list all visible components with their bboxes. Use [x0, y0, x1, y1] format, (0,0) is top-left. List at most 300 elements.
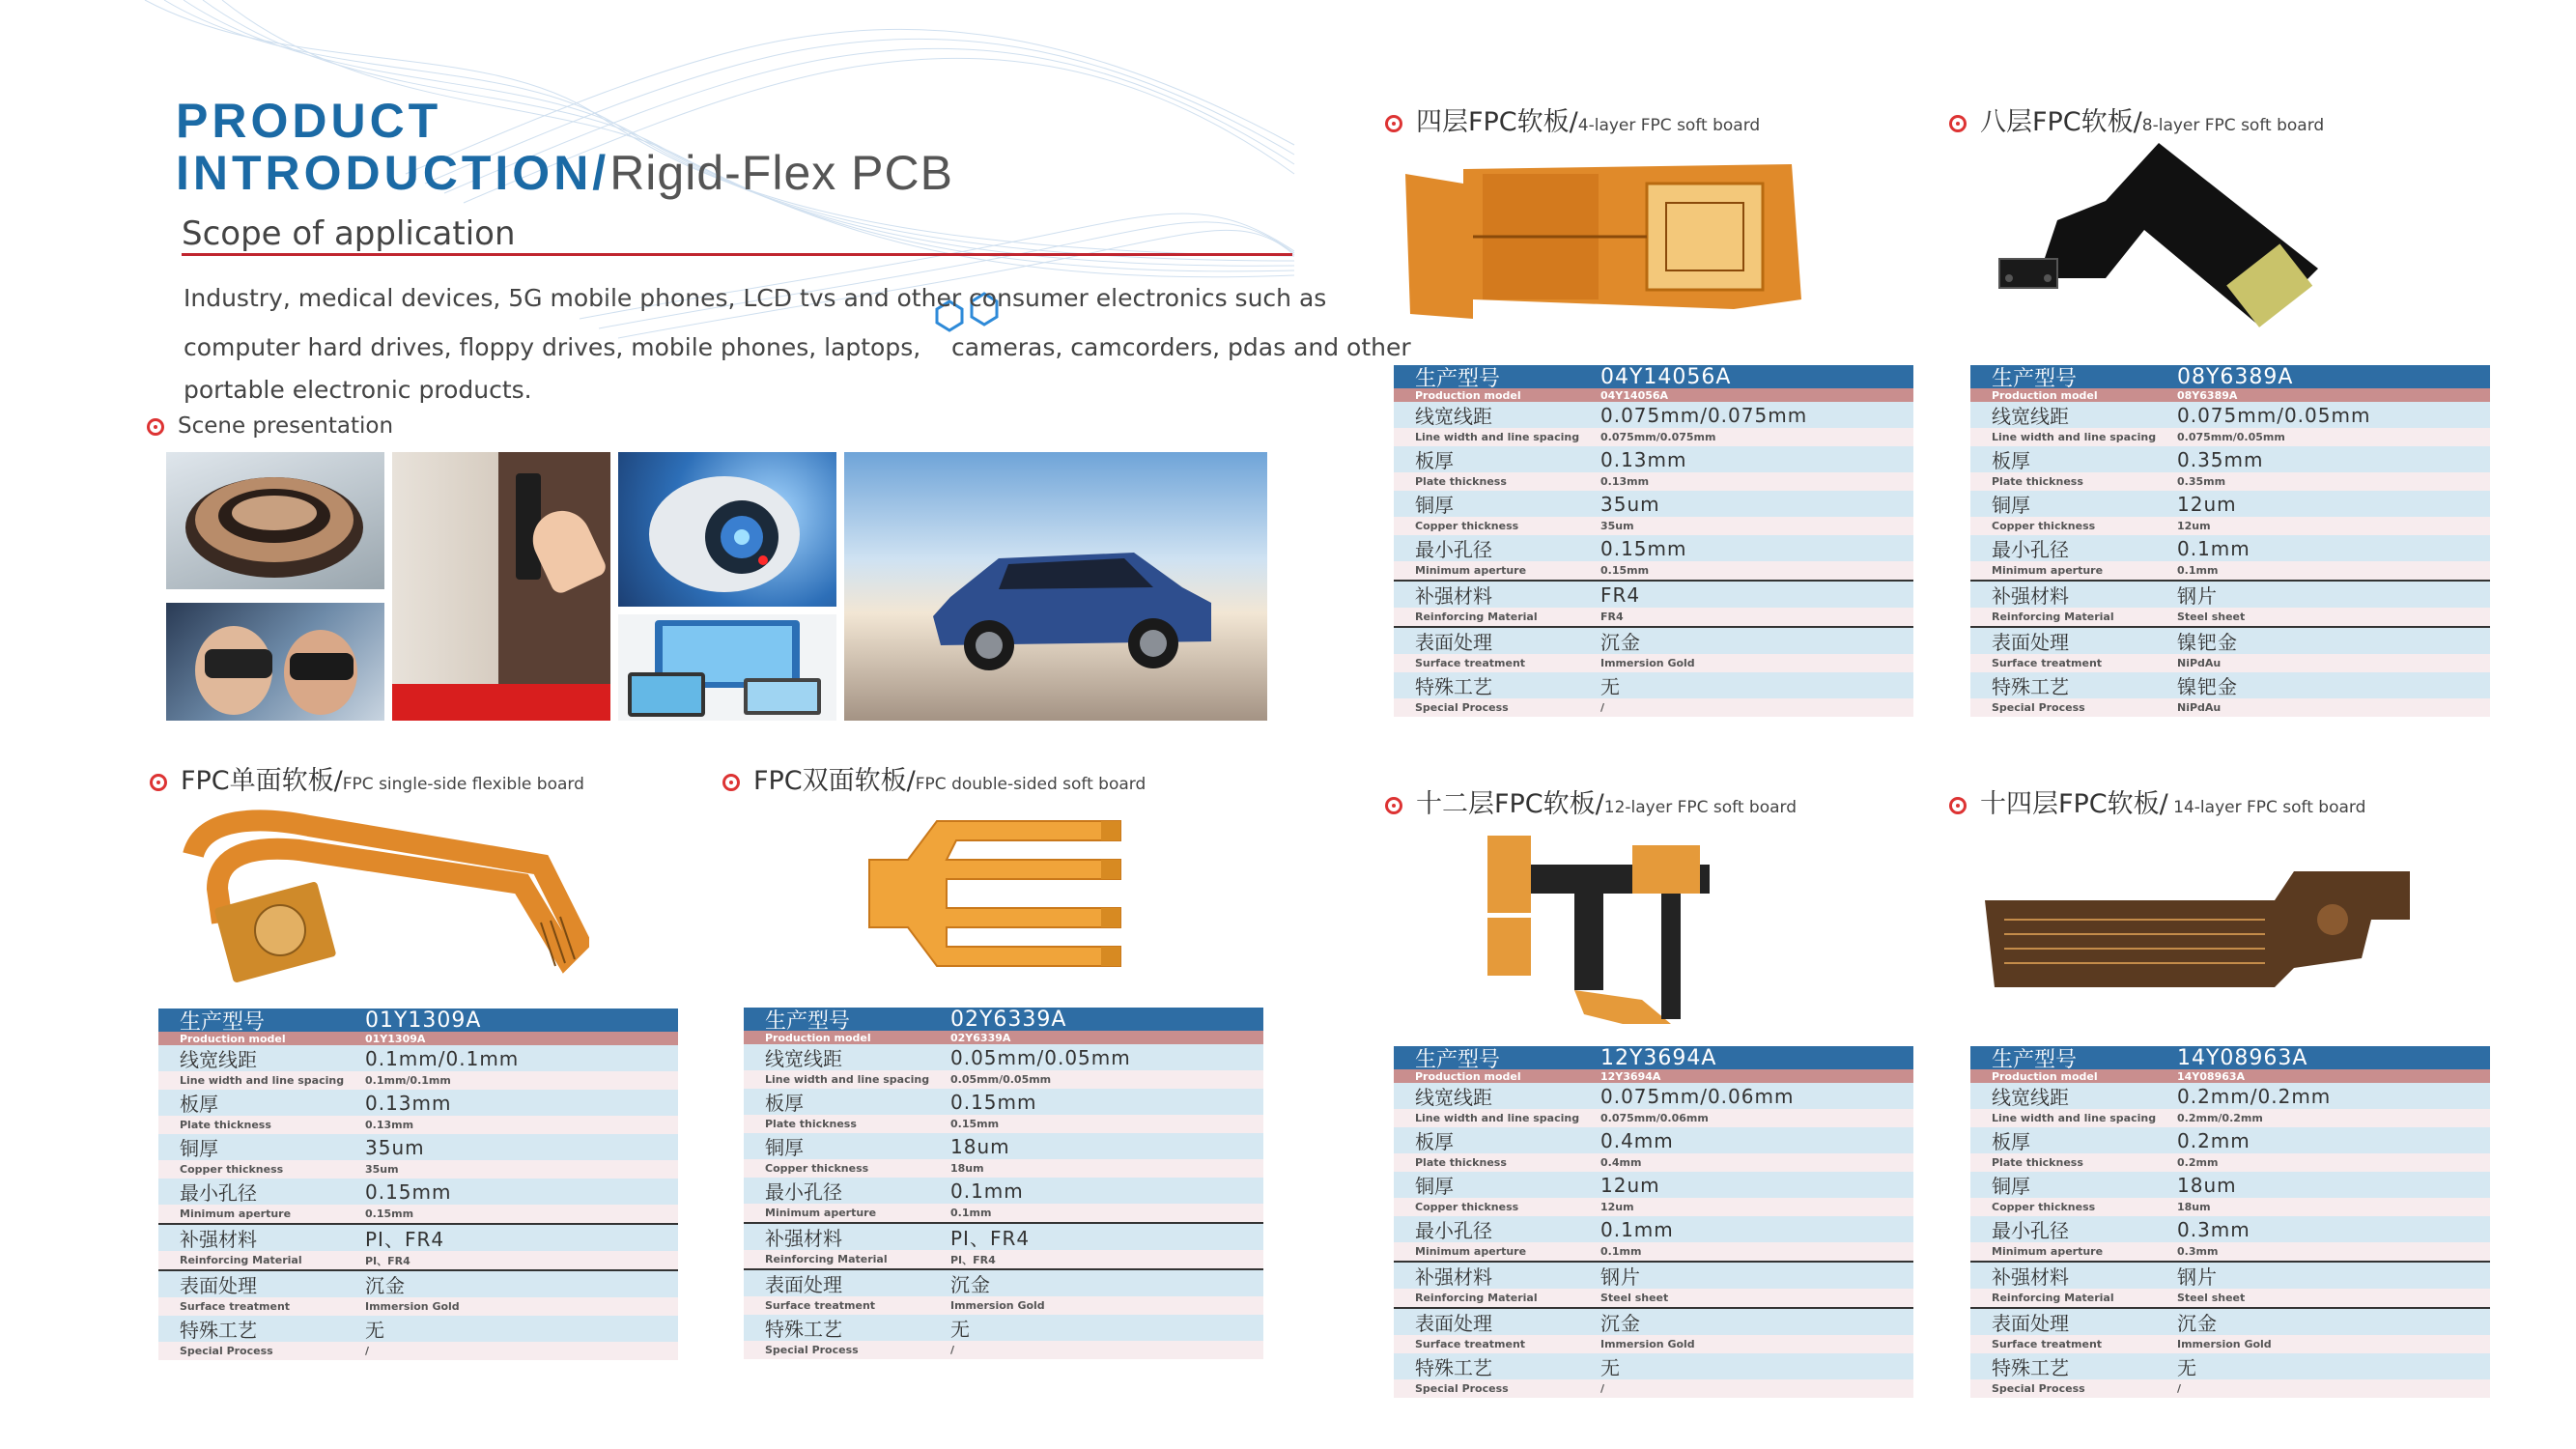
spec-sub-row-label: Copper thickness: [180, 1163, 284, 1176]
spec-row: [1394, 491, 1913, 517]
spec-sub-row-label: Minimum aperture: [1415, 1245, 1527, 1258]
spec-sub-row-label: Plate thickness: [1415, 475, 1507, 488]
spec-row-value: 0.4mm: [1600, 1128, 1674, 1152]
spec-row-label: 板厚: [1992, 449, 2030, 472]
spec-sub-row-value: Immersion Gold: [1600, 657, 1695, 669]
spec-sub-row-label: Reinforcing Material: [180, 1254, 302, 1266]
spec-sub-row-label: Plate thickness: [1415, 1156, 1507, 1169]
spec-sub-row-label: Special Process: [1415, 1382, 1509, 1395]
spec-sub-row-label: Minimum aperture: [180, 1208, 292, 1220]
board-title-en: FPC single-side flexible board: [342, 775, 584, 794]
devices-icon: [618, 614, 836, 721]
desc-line-3: portable electronic products.: [184, 376, 532, 404]
spec-sub-row: [1394, 654, 1913, 672]
bullet-icon: [722, 774, 740, 791]
scene-heading: [147, 413, 393, 439]
spec-row-label: 补强材料: [180, 1228, 257, 1251]
spec-row-label: 表面处理: [1992, 1312, 2069, 1335]
spec-row-value: 0.075mm/0.075mm: [1600, 403, 1808, 427]
board-title-en: 4-layer FPC soft board: [1577, 116, 1761, 135]
spec-table-double: [744, 1008, 1263, 1359]
spec-model-row-label: 生产型号: [765, 1009, 851, 1034]
spec-model-sub-row-label: Production model: [1415, 388, 1521, 402]
spec-row-label: 铜厚: [1992, 1175, 2030, 1198]
spec-sub-row-label: Reinforcing Material: [765, 1253, 888, 1265]
spec-sub-row-value: Immersion Gold: [2177, 1338, 2272, 1350]
spec-row-label: 补强材料: [1992, 1265, 2069, 1289]
spec-sub-row-value: Immersion Gold: [950, 1299, 1045, 1312]
spec-model-row-value: 02Y6339A: [950, 1007, 1067, 1032]
spec-sub-row-value: 0.1mm: [2177, 564, 2219, 577]
title-line-product: PRODUCT: [176, 94, 442, 148]
spec-model-row-value: 14Y08963A: [2177, 1045, 2308, 1070]
spec-row: [1970, 535, 2490, 561]
spec-model-row-value: 08Y6389A: [2177, 364, 2294, 389]
spec-sub-row: [1394, 517, 1913, 535]
spec-sub-row-value: 0.35mm: [2177, 475, 2226, 488]
fourteen-layer-board-image: [1985, 862, 2420, 997]
spec-sub-row-value: 0.075mm/0.05mm: [2177, 431, 2285, 443]
spec-sub-row: [744, 1250, 1263, 1268]
bullet-icon: [1949, 115, 1967, 132]
board-heading-twelve: [1385, 782, 1797, 820]
spec-row: [158, 1045, 678, 1071]
spec-model-row-value: 01Y1309A: [365, 1008, 482, 1033]
spec-row-value: FR4: [1600, 582, 1641, 607]
spec-sub-row: [158, 1071, 678, 1090]
spec-row-label: 线宽线距: [1992, 405, 2069, 428]
spec-sub-row-label: Surface treatment: [765, 1299, 876, 1312]
spec-row-value: 18um: [950, 1134, 1010, 1158]
spec-row: [1970, 446, 2490, 472]
spec-model-sub-row: [1394, 388, 1913, 402]
spec-model-sub-row-label: Production model: [765, 1031, 871, 1044]
fpc-single-side-board-image: [174, 797, 589, 985]
spec-sub-row: [744, 1115, 1263, 1133]
spec-model-row-label: 生产型号: [1992, 1047, 2078, 1072]
spec-row-value: 0.13mm: [1600, 447, 1687, 471]
spec-row: [1970, 1216, 2490, 1242]
photo-vr-headset: [166, 603, 384, 721]
spec-model-sub-row: [1970, 388, 2490, 402]
spec-sub-row: [1394, 472, 1913, 491]
desc-line-1: Industry, medical devices, 5G mobile phones, LCD tvs and other consumer electronics such as: [184, 284, 1327, 312]
spec-row: [1394, 402, 1913, 428]
spec-row-value: 钢片: [2177, 1265, 2218, 1289]
spec-sub-row-label: Reinforcing Material: [1992, 611, 2114, 623]
spec-row-value: 钢片: [1600, 1265, 1641, 1289]
spec-row-label: 板厚: [180, 1093, 218, 1116]
spec-sub-row: [158, 1160, 678, 1179]
spec-sub-row-value: 0.13mm: [365, 1119, 414, 1131]
spec-row-label: 线宽线距: [180, 1048, 257, 1071]
spec-sub-row-label: Special Process: [180, 1345, 273, 1357]
photo-robot-vacuum: [166, 452, 384, 589]
spec-row-label: 最小孔径: [1415, 1219, 1492, 1242]
spec-row-label: 线宽线距: [765, 1047, 842, 1070]
spec-model-row: [1970, 1045, 2490, 1072]
spec-sub-row: [158, 1251, 678, 1269]
spec-sub-row-value: 18um: [2177, 1201, 2211, 1213]
spec-sub-row: [158, 1116, 678, 1134]
spec-row-value: 18um: [2177, 1173, 2237, 1197]
board-title-cn: 十二层FPC软板/: [1416, 789, 1604, 819]
spec-row: [744, 1133, 1263, 1159]
spec-sub-row: [1394, 1242, 1913, 1261]
spec-model-row: [1394, 364, 1913, 391]
spec-sub-row: [1394, 608, 1913, 626]
spec-sub-row: [1394, 428, 1913, 446]
spec-row-label: 表面处理: [180, 1274, 257, 1297]
board-title-en: 14-layer FPC soft board: [2167, 798, 2366, 817]
spec-row-value: 0.05mm/0.05mm: [950, 1045, 1131, 1069]
spec-sub-row-label: Copper thickness: [1992, 1201, 2096, 1213]
spec-table-eight: [1970, 365, 2490, 717]
spec-sub-row-value: PI、FR4: [950, 1253, 996, 1266]
spec-model-row-label: 生产型号: [1992, 366, 2078, 391]
spec-sub-row-value: 0.15mm: [950, 1118, 1000, 1130]
scene-label: Scene presentation: [178, 413, 394, 439]
spec-sub-row: [1394, 1335, 1913, 1353]
spec-row: [1970, 672, 2490, 698]
spec-row-label: 板厚: [765, 1092, 804, 1115]
spec-row-label: 特殊工艺: [1415, 1356, 1492, 1379]
spec-sub-row: [1394, 561, 1913, 580]
spec-row: [1394, 1263, 1913, 1289]
spec-sub-row-label: Plate thickness: [765, 1118, 857, 1130]
spec-sub-row-value: PI、FR4: [365, 1254, 410, 1267]
spec-row-label: 补强材料: [1415, 1265, 1492, 1289]
spec-row: [744, 1270, 1263, 1296]
spec-sub-row-label: Line width and line spacing: [1992, 431, 2157, 443]
spec-sub-row-value: 12um: [1600, 1201, 1634, 1213]
spec-row-label: 最小孔径: [180, 1181, 257, 1205]
spec-sub-row-label: Line width and line spacing: [1415, 1112, 1580, 1124]
spec-model-sub-row: [1394, 1069, 1913, 1083]
board-heading-four: [1385, 100, 1760, 138]
spec-sub-row-label: Reinforcing Material: [1415, 1292, 1538, 1304]
spec-sub-row-value: 0.075mm/0.075mm: [1600, 431, 1716, 443]
spec-row-label: 特殊工艺: [180, 1319, 257, 1342]
spec-sub-row-label: Surface treatment: [1415, 657, 1526, 669]
photo-devices: [618, 614, 836, 721]
spec-sub-row: [1970, 561, 2490, 580]
spec-model-row-value: 12Y3694A: [1600, 1045, 1717, 1070]
spec-sub-row-label: Surface treatment: [1992, 1338, 2103, 1350]
fpc-double-sided-board-image: [840, 802, 1140, 985]
spec-sub-row-label: Line width and line spacing: [765, 1073, 930, 1086]
spec-sub-row-value: FR4: [1600, 611, 1624, 623]
spec-row: [1394, 1172, 1913, 1198]
photo-smart-door-lock: [392, 452, 610, 721]
spec-row: [158, 1225, 678, 1251]
spec-row-value: 沉金: [1600, 1312, 1641, 1335]
spec-row: [1970, 1353, 2490, 1379]
bullet-icon: [1949, 797, 1967, 814]
spec-sub-row: [1394, 1289, 1913, 1307]
spec-model-row-label: 生产型号: [1415, 1047, 1501, 1072]
spec-sub-row: [744, 1341, 1263, 1359]
spec-model-row-label: 生产型号: [180, 1009, 266, 1035]
spec-row-value: 0.2mm: [2177, 1128, 2250, 1152]
spec-sub-row-label: Special Process: [765, 1344, 859, 1356]
spec-model-sub-row-value: 02Y6339A: [950, 1031, 1011, 1044]
title-introduction: INTRODUCTION/: [176, 146, 610, 200]
spec-row-label: 铜厚: [1415, 1175, 1454, 1198]
spec-model-sub-row-value: 01Y1309A: [365, 1032, 426, 1045]
spec-sub-row-value: 0.1mm/0.1mm: [365, 1074, 451, 1087]
spec-table-single: [158, 1009, 678, 1360]
board-title-cn: 四层FPC软板/: [1416, 107, 1578, 137]
spec-model-sub-row-label: Production model: [180, 1032, 286, 1045]
spec-sub-row-value: 0.2mm: [2177, 1156, 2219, 1169]
spec-model-row: [1394, 1045, 1913, 1072]
page-title: [176, 95, 953, 199]
desc-line-2: computer hard drives, floppy drives, mobile phones, laptops, cameras, camcorders, pdas and other: [184, 333, 1411, 361]
spec-row-value: 0.1mm/0.1mm: [365, 1046, 520, 1070]
spec-model-sub-row-value: 12Y3694A: [1600, 1069, 1661, 1083]
spec-table-twelve: [1394, 1046, 1913, 1398]
eight-layer-board-image: [1990, 143, 2318, 336]
spec-row: [744, 1224, 1263, 1250]
spec-sub-row-value: 0.13mm: [1600, 475, 1650, 488]
spec-table-four: [1394, 365, 1913, 717]
spec-row-label: 表面处理: [765, 1273, 842, 1296]
spec-row-label: 板厚: [1992, 1130, 2030, 1153]
spec-sub-row-label: Reinforcing Material: [1415, 611, 1538, 623]
spec-sub-row: [1394, 698, 1913, 717]
board-title-en: 8-layer FPC soft board: [2141, 116, 2325, 135]
spec-sub-row-label: Line width and line spacing: [180, 1074, 345, 1087]
bullet-icon: [147, 418, 164, 436]
board-title-cn: FPC单面软板/: [181, 766, 343, 796]
spec-sub-row: [1970, 1335, 2490, 1353]
spec-row: [1394, 446, 1913, 472]
spec-sub-row: [1394, 1153, 1913, 1172]
spec-row-label: 铜厚: [1992, 494, 2030, 517]
spec-row: [1394, 672, 1913, 698]
spec-row-value: 无: [1600, 675, 1621, 698]
bullet-icon: [150, 774, 167, 791]
spec-row: [1970, 1127, 2490, 1153]
spec-row-value: 沉金: [1600, 631, 1641, 654]
spec-row-label: 最小孔径: [1992, 538, 2069, 561]
spec-model-row-value: 04Y14056A: [1600, 364, 1732, 389]
spec-sub-row: [1394, 1198, 1913, 1216]
spec-row-label: 最小孔径: [765, 1180, 842, 1204]
photo-car: [844, 452, 1267, 721]
spec-row-value: 无: [950, 1318, 971, 1341]
spec-sub-row-label: Copper thickness: [1992, 520, 2096, 532]
spec-sub-row-value: 0.1mm: [1600, 1245, 1642, 1258]
spec-row: [1970, 1083, 2490, 1109]
board-heading-eight: [1949, 100, 2324, 138]
spec-row-label: 铜厚: [765, 1136, 804, 1159]
spec-sub-row: [1970, 1379, 2490, 1398]
spec-row: [1394, 1216, 1913, 1242]
spec-sub-row-value: Steel sheet: [1600, 1292, 1669, 1304]
spec-model-row-label: 生产型号: [1415, 366, 1501, 391]
spec-sub-row-label: Special Process: [1415, 701, 1509, 714]
spec-row-value: 0.35mm: [2177, 447, 2264, 471]
spec-sub-row: [744, 1296, 1263, 1315]
spec-row-value: 35um: [1600, 492, 1660, 516]
spec-sub-row-value: 35um: [365, 1163, 399, 1176]
spec-sub-row-label: Minimum aperture: [1992, 1245, 2104, 1258]
spec-sub-row-value: /: [1600, 701, 1605, 714]
spec-sub-row-label: Copper thickness: [1415, 520, 1519, 532]
spec-sub-row-value: 35um: [1600, 520, 1634, 532]
spec-sub-row: [1970, 517, 2490, 535]
robot-vacuum-icon: [166, 452, 384, 589]
spec-row-label: 补强材料: [1415, 584, 1492, 608]
board-title-cn: 十四层FPC软板/: [1980, 789, 2168, 819]
spec-sub-row-value: 12um: [2177, 520, 2211, 532]
spec-row-label: 板厚: [1415, 1130, 1454, 1153]
board-title-cn: 八层FPC软板/: [1980, 107, 2142, 137]
board-heading-double: [722, 759, 1146, 797]
spec-row-value: 0.1mm: [2177, 536, 2250, 560]
spec-sub-row-label: Special Process: [1992, 1382, 2085, 1395]
spec-sub-row: [1970, 428, 2490, 446]
spec-sub-row-label: Surface treatment: [180, 1300, 291, 1313]
spec-sub-row-label: Line width and line spacing: [1992, 1112, 2157, 1124]
spec-sub-row-value: NiPdAu: [2177, 701, 2222, 714]
spec-sub-row: [158, 1205, 678, 1223]
spec-model-sub-row-value: 08Y6389A: [2177, 388, 2238, 402]
spec-sub-row: [158, 1297, 678, 1316]
spec-row-value: 沉金: [950, 1273, 991, 1296]
spec-row: [1394, 1309, 1913, 1335]
twelve-layer-board-image: [1468, 826, 1758, 1038]
spec-row-value: 无: [1600, 1356, 1621, 1379]
spec-model-sub-row: [158, 1032, 678, 1045]
spec-row: [158, 1134, 678, 1160]
spec-sub-row-value: /: [365, 1345, 370, 1357]
title-subtitle: Rigid-Flex PCB: [609, 146, 953, 200]
spec-sub-row-label: Copper thickness: [765, 1162, 869, 1175]
spec-row-value: 0.2mm/0.2mm: [2177, 1084, 2332, 1108]
spec-row: [158, 1316, 678, 1342]
spec-row-label: 特殊工艺: [1415, 675, 1492, 698]
spec-row-value: 12um: [2177, 492, 2237, 516]
spec-table-fourteen: [1970, 1046, 2490, 1398]
vr-headset-icon: [166, 603, 384, 721]
spec-row: [1970, 582, 2490, 608]
spec-sub-row-value: Immersion Gold: [365, 1300, 460, 1313]
spec-row-label: 补强材料: [1992, 584, 2069, 608]
spec-row-label: 表面处理: [1415, 631, 1492, 654]
spec-sub-row: [1970, 654, 2490, 672]
spec-row-value: 镍钯金: [2177, 675, 2238, 698]
spec-sub-row-label: Surface treatment: [1415, 1338, 1526, 1350]
four-layer-board-image: [1405, 155, 1811, 324]
spec-model-sub-row-label: Production model: [1992, 1069, 2098, 1083]
spec-sub-row: [1970, 1153, 2490, 1172]
spec-model-sub-row: [744, 1031, 1263, 1044]
board-title-en: FPC double-sided soft board: [915, 775, 1146, 794]
spec-sub-row: [1970, 1109, 2490, 1127]
spec-sub-row-value: 0.05mm/0.05mm: [950, 1073, 1052, 1086]
spec-row-value: 无: [365, 1319, 385, 1342]
spec-sub-row-label: Surface treatment: [1992, 657, 2103, 669]
spec-row-value: 0.13mm: [365, 1091, 452, 1115]
spec-sub-row: [744, 1070, 1263, 1089]
spec-sub-row: [1970, 608, 2490, 626]
spec-row-value: 0.15mm: [950, 1090, 1037, 1114]
title-line-introduction: [176, 147, 953, 199]
spec-sub-row-value: 0.15mm: [365, 1208, 414, 1220]
spec-sub-row-value: 18um: [950, 1162, 984, 1175]
spec-row-label: 铜厚: [180, 1137, 218, 1160]
spec-sub-row-value: 0.15mm: [1600, 564, 1650, 577]
spec-row: [1970, 1309, 2490, 1335]
spec-model-row: [158, 1008, 678, 1035]
spec-sub-row-value: 0.4mm: [1600, 1156, 1642, 1169]
spec-model-row: [1970, 364, 2490, 391]
spec-row-label: 最小孔径: [1992, 1219, 2069, 1242]
spec-row-value: 0.15mm: [365, 1179, 452, 1204]
spec-sub-row-value: 0.2mm/0.2mm: [2177, 1112, 2263, 1124]
spec-model-sub-row-label: Production model: [1992, 388, 2098, 402]
spec-row: [744, 1315, 1263, 1341]
red-strip: [392, 684, 610, 721]
spec-sub-row: [158, 1342, 678, 1360]
spec-sub-row-value: 0.075mm/0.06mm: [1600, 1112, 1709, 1124]
spec-sub-row: [744, 1159, 1263, 1178]
spec-row: [744, 1178, 1263, 1204]
spec-row-label: 特殊工艺: [765, 1318, 842, 1341]
spec-row-value: 沉金: [2177, 1312, 2218, 1335]
spec-row: [1394, 582, 1913, 608]
spec-row-value: 12um: [1600, 1173, 1660, 1197]
spec-sub-row: [1394, 1379, 1913, 1398]
spec-row-value: 0.1mm: [950, 1179, 1024, 1203]
bullet-icon: [1385, 115, 1402, 132]
spec-row: [1970, 1172, 2490, 1198]
spec-sub-row-value: 0.3mm: [2177, 1245, 2219, 1258]
car-icon: [844, 452, 1267, 721]
spec-sub-row: [1970, 1242, 2490, 1261]
spec-row: [1394, 628, 1913, 654]
spec-sub-row-value: Steel sheet: [2177, 1292, 2246, 1304]
spec-sub-row: [1970, 472, 2490, 491]
camera-icon: [618, 452, 836, 607]
spec-row-label: 线宽线距: [1992, 1086, 2069, 1109]
spec-row: [158, 1090, 678, 1116]
spec-row-value: 无: [2177, 1356, 2197, 1379]
spec-model-sub-row-label: Production model: [1415, 1069, 1521, 1083]
spec-row: [1394, 1127, 1913, 1153]
spec-row-value: 0.075mm/0.06mm: [1600, 1084, 1795, 1108]
spec-row-label: 线宽线距: [1415, 1086, 1492, 1109]
spec-row-label: 补强材料: [765, 1227, 842, 1250]
spec-sub-row-label: Plate thickness: [1992, 475, 2083, 488]
spec-row: [1970, 628, 2490, 654]
spec-sub-row-value: NiPdAu: [2177, 657, 2222, 669]
spec-sub-row-label: Minimum aperture: [1415, 564, 1527, 577]
board-heading-fourteen: [1949, 782, 2365, 820]
spec-row: [158, 1271, 678, 1297]
spec-row-value: 沉金: [365, 1274, 406, 1297]
spec-sub-row-label: Copper thickness: [1415, 1201, 1519, 1213]
spec-row: [1394, 1353, 1913, 1379]
spec-model-sub-row-value: 14Y08963A: [2177, 1069, 2246, 1083]
spec-row-label: 表面处理: [1415, 1312, 1492, 1335]
spec-row-value: 0.15mm: [1600, 536, 1687, 560]
spec-row-label: 板厚: [1415, 449, 1454, 472]
scope-description: [184, 273, 1411, 409]
